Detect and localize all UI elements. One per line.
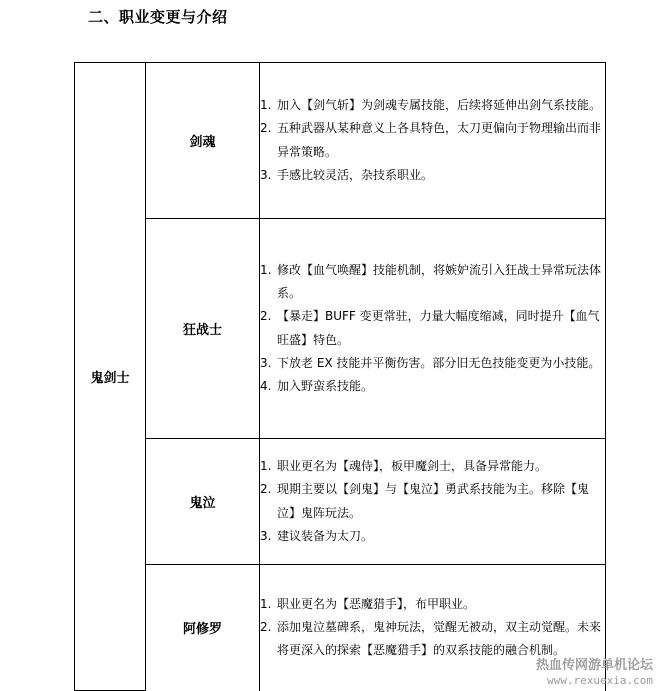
subclass-cell-berserker: 狂战士 — [146, 219, 260, 439]
description-cell-soul-bender — [260, 439, 606, 565]
watermark-title: 热血传网游单机论坛 — [535, 658, 653, 673]
list-item: 1. 职业更名为【恶魔猎手】，布甲职业。 — [260, 596, 476, 611]
list-item: 2. 五种武器从某种意义上各具特色，太刀更偏向于物理输出而非异常策略。 — [260, 121, 602, 159]
list-item: 3. 手感比较灵活，杂技系职业。 — [260, 167, 434, 182]
class-name-cell: 鬼剑士 — [75, 63, 146, 691]
section-heading: 二、职业变更与介绍 — [88, 8, 228, 26]
list-item: 3. 下放老 EX 技能并平衡伤害。部分旧无色技能变更为小技能。 — [260, 355, 601, 370]
list-item: 3. 建议装备为太刀。 — [260, 528, 374, 543]
watermark-url: www.rexuexia.com — [547, 674, 653, 687]
subclass-cell-sword-soul: 剑魂 — [146, 63, 260, 219]
list-item: 2. 现期主要以【剑鬼】与【鬼泣】勇武系技能为主。移除【鬼泣】鬼阵玩法。 — [260, 482, 590, 520]
list-item: 1. 加入【剑气斩】为剑魂专属技能，后续将延伸出剑气系技能。 — [260, 97, 602, 112]
list-item: 1. 职业更名为【魂侍】，板甲魔剑士，具备异常能力。 — [260, 458, 548, 473]
list-item: 1. 修改【血气唤醒】技能机制，将嫉妒流引入狂战士异常玩法体系。 — [260, 262, 602, 300]
list-item: 2. 添加鬼泣墓碑系，鬼神玩法，觉醒无被动，双主动觉醒。未来将更深入的探索【恶魔猎手】的双系技能的融合机制。 — [260, 620, 602, 658]
subclass-cell-soul-bender: 鬼泣 — [146, 439, 260, 565]
subclass-cell-asura: 阿修罗 — [146, 565, 260, 691]
description-cell-berserker — [260, 219, 606, 439]
description-cell-sword-soul — [260, 63, 606, 219]
list-item: 2. 【暴走】BUFF 变更常驻，力量大幅度缩减，同时提升【血气旺盛】特色。 — [260, 309, 600, 347]
list-item: 4. 加入野蛮系技能。 — [260, 379, 374, 394]
site-watermark — [536, 658, 653, 688]
class-change-table — [74, 62, 606, 691]
